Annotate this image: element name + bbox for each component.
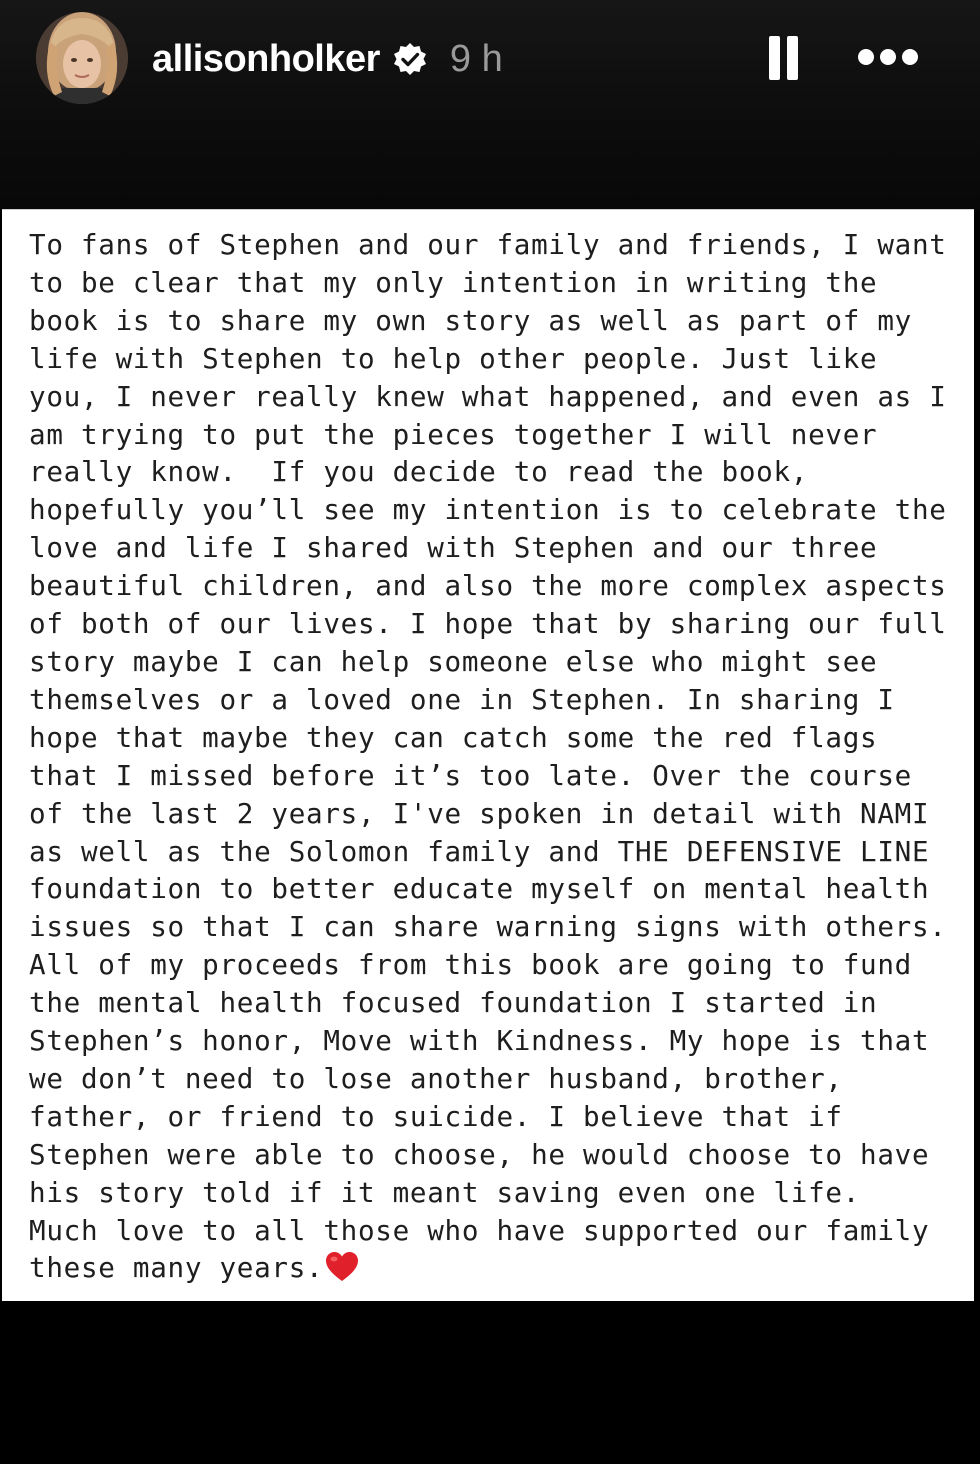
note-line: that I missed before it’s too late. Over the course (29, 758, 912, 792)
more-options-button[interactable] (855, 40, 921, 74)
pause-icon (787, 36, 798, 80)
note-line: All of my proceeds from this book are going to fund (29, 948, 912, 982)
pause-icon (769, 36, 780, 80)
username-row (152, 34, 503, 84)
note-line: Much love to all those who have supported our family (29, 1213, 930, 1247)
note-last-line (29, 1249, 969, 1287)
note-line: life with Stephen to help other people. Just like (29, 341, 878, 375)
note-line: am trying to put the pieces together I will never (29, 417, 878, 451)
note-line: father, or friend to suicide. I believe that if (29, 1099, 843, 1133)
red-heart-icon (325, 1251, 359, 1283)
note-line: hopefully you’ll see my intention is to celebrate the (29, 493, 947, 527)
note-line: story maybe I can help someone else who might see (29, 644, 878, 678)
note-line: hope that maybe they can catch some the red flags (29, 720, 878, 754)
more-options-icon (880, 49, 896, 65)
statement-note (2, 209, 974, 1301)
note-line: book is to share my own story as well as part of my (29, 303, 912, 337)
note-line: Stephen’s honor, Move with Kindness. My hope is that (29, 1024, 930, 1058)
note-line: as well as the Solomon family and THE DEFENSIVE LINE (29, 834, 930, 868)
note-line: we don’t need to lose another husband, brother, (29, 1061, 843, 1095)
note-line: these many years. (29, 1251, 324, 1285)
note-line: the mental health focused foundation I started in (29, 986, 878, 1020)
note-line: beautiful children, and also the more complex aspects (29, 569, 947, 603)
note-line: really know. If you decide to read the book, (29, 455, 809, 489)
story-footer (0, 1301, 980, 1464)
note-line: foundation to better educate myself on mental health (29, 872, 930, 906)
note-line: of the last 2 years, I've spoken in detail with NAMI (29, 796, 930, 830)
statement-text (29, 226, 969, 1287)
story-header (0, 0, 980, 210)
note-line: of both of our lives. I hope that by sharing our full (29, 607, 947, 641)
verified-badge-icon (392, 41, 428, 77)
note-line: themselves or a loved one in Stephen. In sharing I (29, 682, 895, 716)
more-options-icon (858, 49, 874, 65)
note-line: To fans of Stephen and our family and friends, I want (29, 228, 947, 261)
note-line: issues so that I can share warning signs with others. (29, 910, 947, 944)
note-line: you, I never really knew what happened, and even as I (29, 379, 947, 413)
note-line: Stephen were able to choose, he would choose to have (29, 1137, 930, 1171)
pause-button[interactable] (766, 34, 802, 82)
note-line: love and life I shared with Stephen and our three (29, 531, 878, 565)
note-line: his story told if it meant saving even one life. (29, 1175, 861, 1209)
avatar[interactable] (36, 12, 128, 104)
username[interactable]: allisonholker (152, 37, 380, 80)
profile-photo (36, 12, 128, 104)
more-options-icon (902, 49, 918, 65)
note-line: to be clear that my only intention in writing the (29, 265, 878, 299)
post-time: 9 h (449, 37, 503, 80)
